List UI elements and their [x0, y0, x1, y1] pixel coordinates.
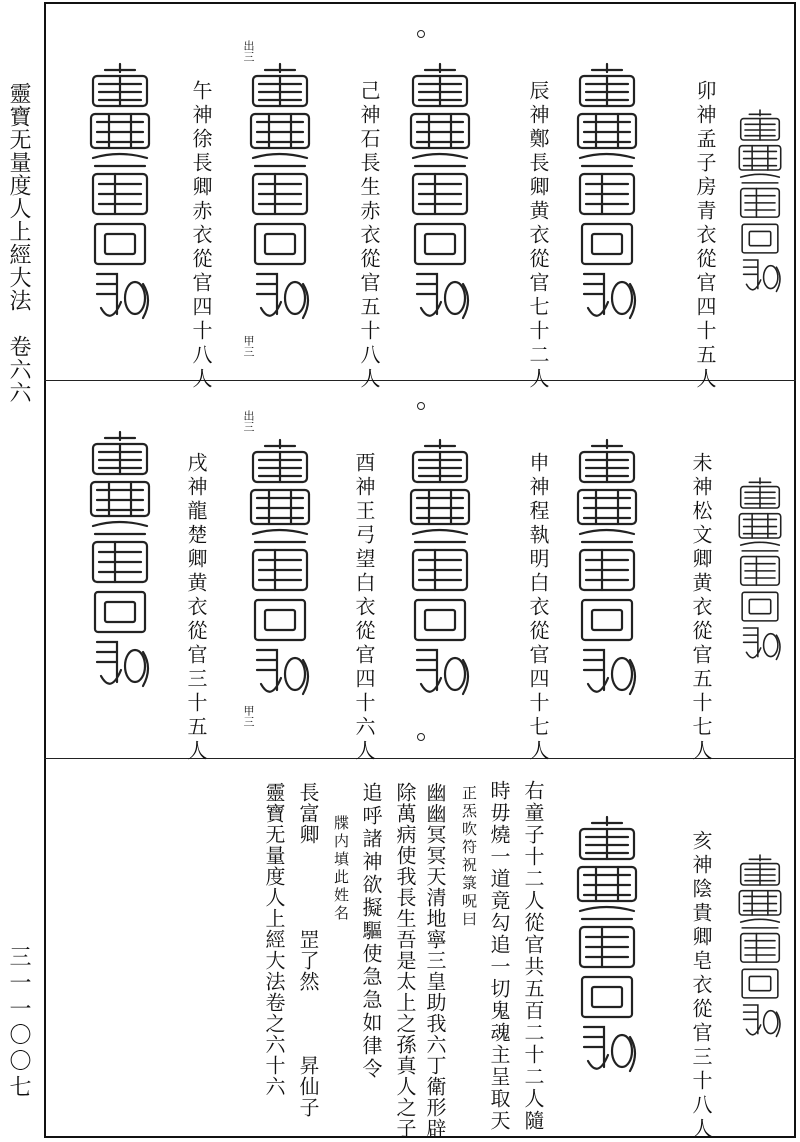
margin-mark: 甲三 — [242, 705, 255, 727]
deity-column: 辰神鄭長卿黄衣從官七十二人 — [526, 80, 550, 392]
talisman-seal — [245, 438, 315, 708]
panel-divider — [44, 380, 796, 381]
circle-mark-icon — [417, 733, 425, 741]
talisman-seal — [245, 62, 315, 332]
margin-page-number: 三一一〇〇七 — [6, 945, 31, 1101]
text-column: 正炁吹符祝箓呪曰 — [460, 785, 478, 929]
talisman-seal — [405, 62, 475, 332]
talisman-seal-partial — [735, 438, 785, 708]
margin-mark: 甲三 — [242, 335, 255, 357]
signature-column: 長富卿 罡了然 昇仙子 — [296, 782, 320, 1118]
talisman-seal — [85, 430, 155, 700]
talisman-seal — [572, 62, 642, 332]
talisman-seal-partial — [735, 70, 785, 340]
deity-column: 酉神王弓望白衣從官四十六人 — [352, 452, 376, 764]
talisman-seal-partial — [735, 815, 785, 1085]
margin-mark: 出三 — [242, 40, 255, 62]
volume-end-title: 靈寶无量度人上經大法卷之六十六 — [262, 782, 286, 1097]
text-column: 追呼諸神欲擬驅使急急如律令 — [359, 782, 383, 1081]
margin-book-title: 靈寶无量度人上經大法 卷六六 — [6, 82, 31, 404]
talisman-seal — [572, 438, 642, 708]
deity-column: 申神程執明白衣從官四十七人 — [526, 452, 550, 764]
circle-mark-icon — [417, 402, 425, 410]
deity-column: 卯神孟子房青衣從官四十五人 — [693, 80, 717, 392]
deity-column: 午神徐長卿赤衣從官四十八人 — [189, 80, 213, 392]
talisman-seal — [572, 815, 642, 1085]
text-column: 時毋燒一道竟勾追一切鬼魂主呈取天 — [487, 780, 511, 1132]
talisman-seal — [405, 438, 475, 708]
text-column: 牒内填此姓名 — [332, 815, 350, 923]
talisman-seal — [85, 62, 155, 332]
deity-column: 未神松文卿黄衣從官五十七人 — [689, 452, 713, 764]
text-column: 右童子十二人從官共五百二十二人隨 — [521, 780, 545, 1132]
text-column: 除萬病使我長生吾是太上之孫真人之子 — [393, 782, 417, 1139]
deity-column: 己神石長生赤衣從官五十八人 — [357, 80, 381, 392]
panel-divider — [44, 758, 796, 759]
deity-column: 亥神陰貴卿皂衣從官三十八人 — [689, 830, 713, 1142]
deity-column: 戌神龍楚卿黄衣從官三十五人 — [184, 452, 208, 764]
circle-mark-icon — [417, 30, 425, 38]
margin-mark: 出三 — [242, 410, 255, 432]
text-column: 幽幽冥冥天清地寧三皇助我六丁衛形辟 — [423, 782, 447, 1139]
